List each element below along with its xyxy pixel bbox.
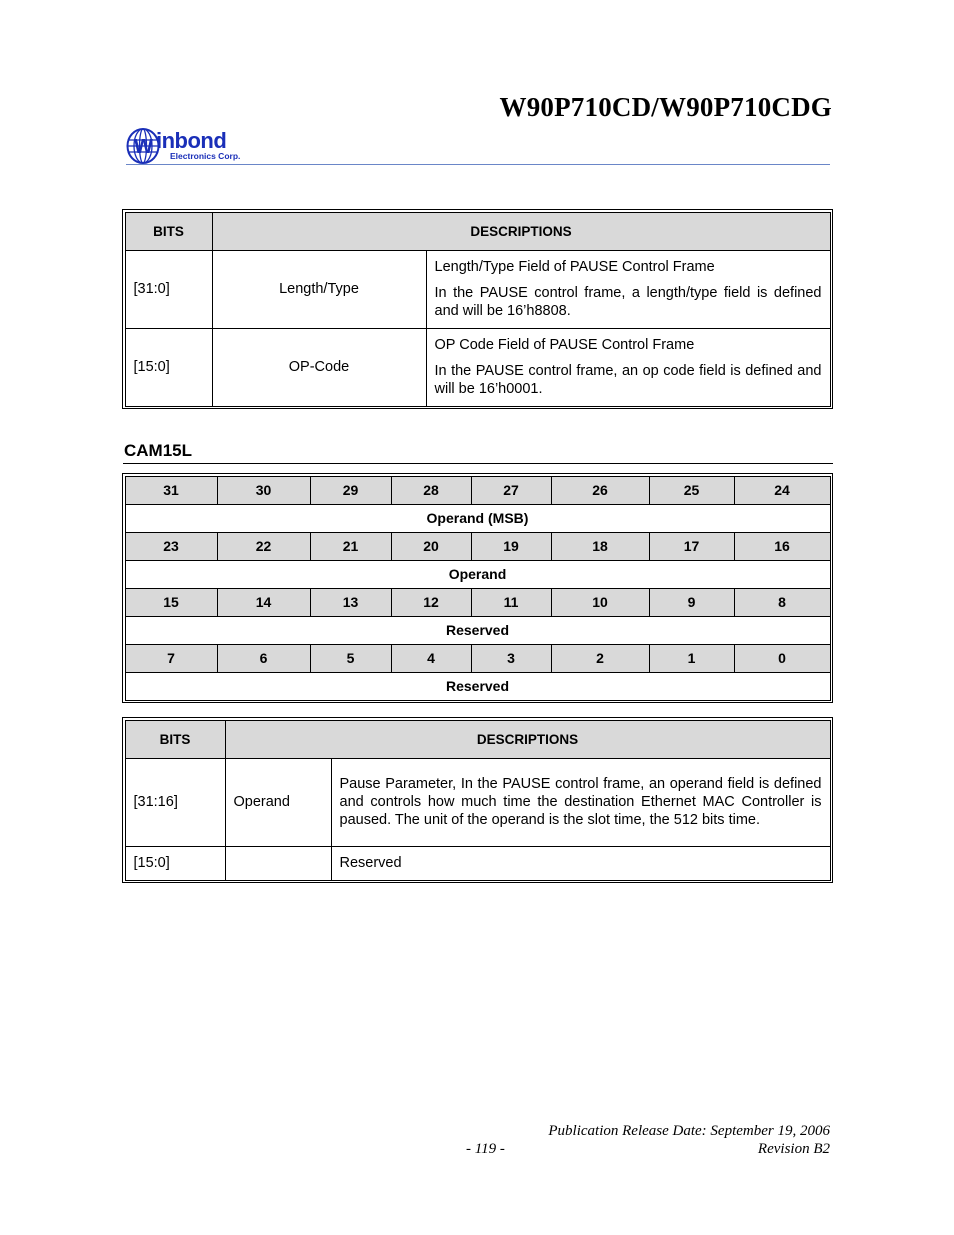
bit-number-cell: 18 — [551, 532, 649, 560]
descriptions-header: DESCRIPTIONS — [225, 720, 830, 758]
bit-number-cell: 10 — [551, 588, 649, 616]
bit-number-cell: 9 — [649, 588, 734, 616]
description-title: OP Code Field of PAUSE Control Frame — [434, 337, 695, 353]
bit-number-cell: 20 — [391, 532, 471, 560]
description-body: In the PAUSE control frame, a length/type field is defined and will be 16’h8808. — [434, 285, 822, 319]
bits-cell: [15:0] — [125, 328, 212, 406]
register-bit-map — [122, 473, 833, 703]
bit-number-row — [125, 588, 830, 616]
bit-number-cell: 21 — [310, 532, 391, 560]
description-body: In the PAUSE control frame, an op code field is defined and will be 16’h0001. — [434, 363, 822, 397]
logo-subtitle: Electronics Corp. — [170, 151, 241, 161]
bit-number-cell: 7 — [125, 644, 217, 672]
bit-number-cell: 15 — [125, 588, 217, 616]
description-cell — [426, 250, 830, 328]
bit-number-cell: 28 — [391, 476, 471, 504]
bit-number-row — [125, 644, 830, 672]
publication-date: Publication Release Date: September 19, 2006 — [548, 1123, 830, 1139]
bit-number-cell: 0 — [734, 644, 830, 672]
bit-number-cell: 27 — [471, 476, 551, 504]
bit-number-cell: 31 — [125, 476, 217, 504]
description-title: Length/Type Field of PAUSE Control Frame — [434, 259, 715, 275]
bit-number-cell: 3 — [471, 644, 551, 672]
field-name-cell: Operand — [225, 758, 331, 846]
bit-field-row — [125, 560, 830, 588]
bit-number-cell: 29 — [310, 476, 391, 504]
bit-number-cell: 2 — [551, 644, 649, 672]
bit-number-cell: 22 — [217, 532, 310, 560]
page-number: - 119 - — [466, 1141, 505, 1157]
bit-field-row — [125, 504, 830, 532]
bit-field-cell: Reserved — [125, 616, 830, 644]
bit-number-cell: 6 — [217, 644, 310, 672]
bit-number-cell: 12 — [391, 588, 471, 616]
document-title: W90P710CD/W90P710CDG — [499, 92, 832, 122]
bit-number-row — [125, 532, 830, 560]
operand-table — [122, 717, 833, 883]
bit-field-cell: Operand (MSB) — [125, 504, 830, 532]
globe-icon — [126, 126, 160, 166]
table-row — [125, 846, 830, 880]
logo-wordmark: inbond — [156, 128, 227, 153]
bits-cell: [15:0] — [125, 846, 225, 880]
table-row — [125, 758, 830, 846]
winbond-logo — [126, 126, 276, 166]
bits-cell: [31:16] — [125, 758, 225, 846]
bits-cell: [31:0] — [125, 250, 212, 328]
bit-number-cell: 8 — [734, 588, 830, 616]
table-row — [125, 328, 830, 406]
description-cell — [426, 328, 830, 406]
bit-number-cell: 14 — [217, 588, 310, 616]
bit-field-cell: Operand — [125, 560, 830, 588]
bit-field-cell: Reserved — [125, 672, 830, 700]
bit-number-cell: 19 — [471, 532, 551, 560]
description-cell: Pause Parameter, In the PAUSE control frame, an operand field is defined and controls how much time the destination Ethernet MAC Controller is paused. The unit of the operand is the slot time, the 512 bits time. — [331, 758, 830, 846]
bits-header: BITS — [125, 212, 212, 250]
description-cell: Reserved — [331, 846, 830, 880]
bit-field-row — [125, 616, 830, 644]
table-row — [125, 250, 830, 328]
pause-frame-table — [122, 209, 833, 409]
descriptions-header: DESCRIPTIONS — [212, 212, 830, 250]
header-divider — [126, 164, 830, 165]
bit-number-cell: 24 — [734, 476, 830, 504]
section-title: CAM15L — [124, 441, 193, 460]
bit-number-cell: 26 — [551, 476, 649, 504]
bit-number-cell: 16 — [734, 532, 830, 560]
bit-number-cell: 13 — [310, 588, 391, 616]
field-name-cell: OP-Code — [212, 328, 426, 406]
svg-text:W: W — [134, 136, 153, 158]
bit-number-cell: 1 — [649, 644, 734, 672]
bit-number-cell: 23 — [125, 532, 217, 560]
bits-header: BITS — [125, 720, 225, 758]
section-divider — [123, 463, 833, 464]
bit-number-cell: 30 — [217, 476, 310, 504]
bit-number-cell: 25 — [649, 476, 734, 504]
bit-number-cell: 4 — [391, 644, 471, 672]
bit-number-cell: 5 — [310, 644, 391, 672]
bit-number-cell: 17 — [649, 532, 734, 560]
revision-label: Revision B2 — [757, 1141, 830, 1157]
bit-field-row — [125, 672, 830, 700]
bit-number-row — [125, 476, 830, 504]
bit-number-cell: 11 — [471, 588, 551, 616]
field-name-cell — [225, 846, 331, 880]
field-name-cell: Length/Type — [212, 250, 426, 328]
